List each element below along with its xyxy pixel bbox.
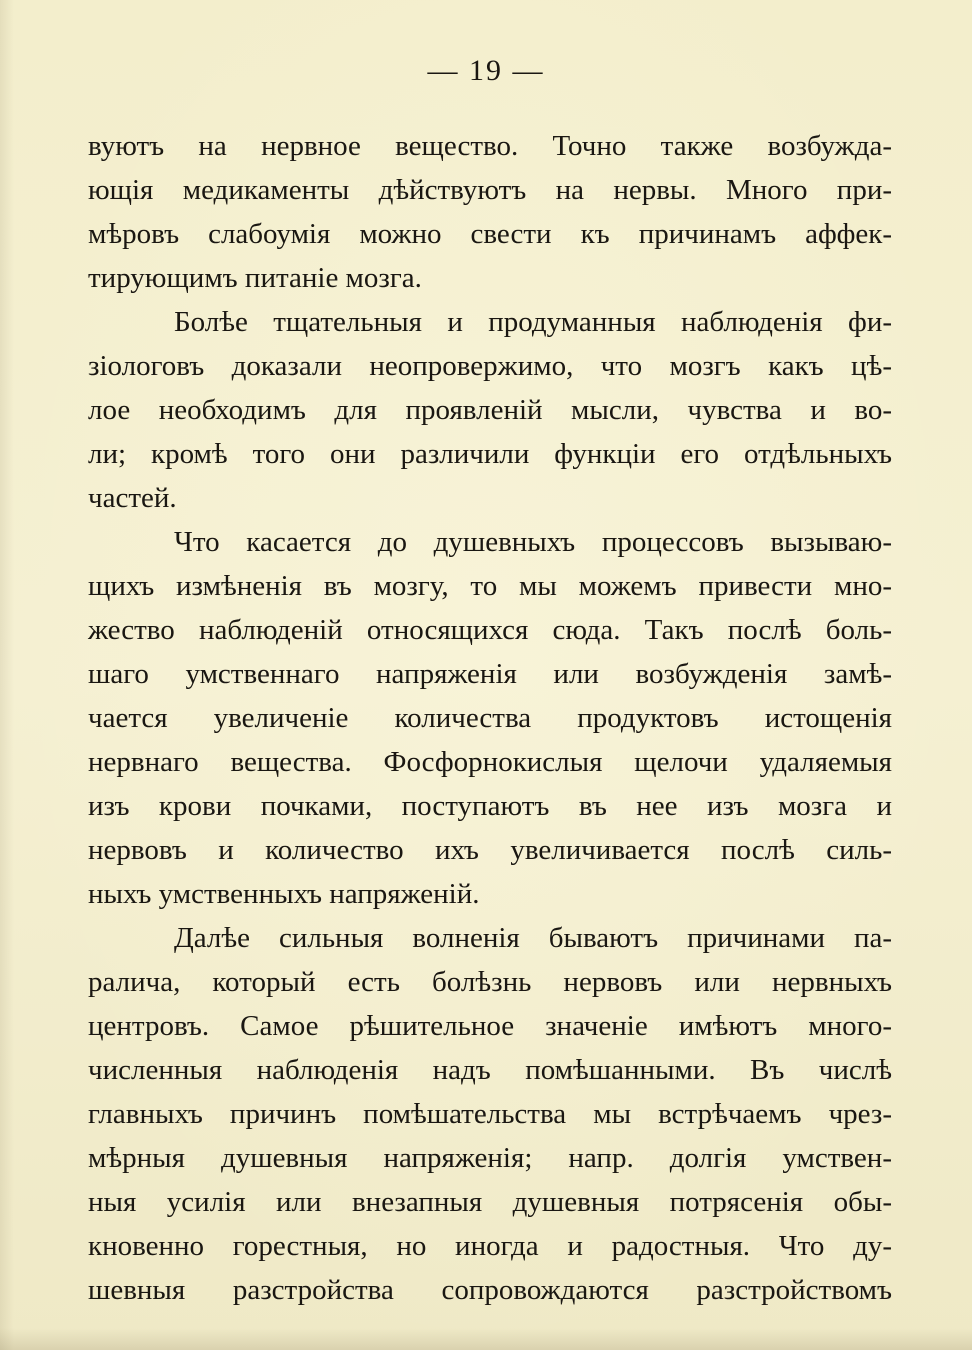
text-line: зіологовъ доказали неопровержимо, что мозгъ какъ цѣ- [88, 350, 892, 382]
text-line: шаго умственнаго напряженія или возбужденія замѣ- [88, 658, 892, 690]
text-line: вуютъ на нервное вещество. Точно также возбужда- [88, 130, 892, 162]
text-line: центровъ. Самое рѣшительное значеніе имѣютъ много- [88, 1010, 892, 1042]
text-line: жество наблюденій относящихся сюда. Такъ послѣ боль- [88, 614, 892, 646]
page-number: — 19 — [427, 54, 545, 87]
text-line: мѣровъ слабоумія можно свести къ причинамъ аффек- [88, 218, 892, 250]
text-line: чается увеличеніе количества продуктовъ истощенія [88, 702, 892, 734]
text-line: численныя наблюденія надъ помѣшанными. Въ числѣ [88, 1054, 892, 1086]
text-line: нервнаго вещества. Фосфорнокислыя щелочи удаляемыя [88, 746, 892, 778]
text-line: щихъ измѣненія въ мозгу, то мы можемъ привести мно- [88, 570, 892, 602]
text-line: ющія медикаменты дѣйствуютъ на нервы. Много при- [88, 174, 892, 206]
body-text [88, 124, 892, 1312]
text-line: ныя усилія или внезапныя душевныя потрясенія обы- [88, 1186, 892, 1218]
text-line: главныхъ причинъ помѣшательства мы встрѣчаемъ чрез- [88, 1098, 892, 1130]
text-line: нервовъ и количество ихъ увеличивается послѣ силь- [88, 834, 892, 866]
text-line: ралича, который есть болѣзнь нервовъ или нервныхъ [88, 966, 892, 998]
text-line: мѣрныя душевныя напряженія; напр. долгія умствен- [88, 1142, 892, 1174]
text-line: Что касается до душевныхъ процессовъ вызываю- [174, 526, 892, 558]
page-left-shadow [0, 0, 14, 1350]
text-line: частей. [88, 482, 177, 514]
text-line: ли; кромѣ того они различили функціи его отдѣльныхъ [88, 438, 892, 470]
text-line: ныхъ умственныхъ напряженій. [88, 878, 480, 910]
text-line: Далѣе сильныя волненія бываютъ причинами па- [174, 922, 892, 954]
text-line: лое необходимъ для проявленій мысли, чувства и во- [88, 394, 892, 426]
text-line: шевныя разстройства сопровождаются разстройствомъ [88, 1274, 892, 1306]
text-line: изъ крови почками, поступаютъ въ нее изъ мозга и [88, 790, 892, 822]
text-line: Болѣе тщательныя и продуманныя наблюденія фи- [174, 306, 892, 338]
text-line: тирующимъ питаніе мозга. [88, 262, 422, 294]
text-line: кновенно горестныя, но иногда и радостныя. Что ду- [88, 1230, 892, 1262]
page-bottom-shadow [0, 1328, 972, 1350]
